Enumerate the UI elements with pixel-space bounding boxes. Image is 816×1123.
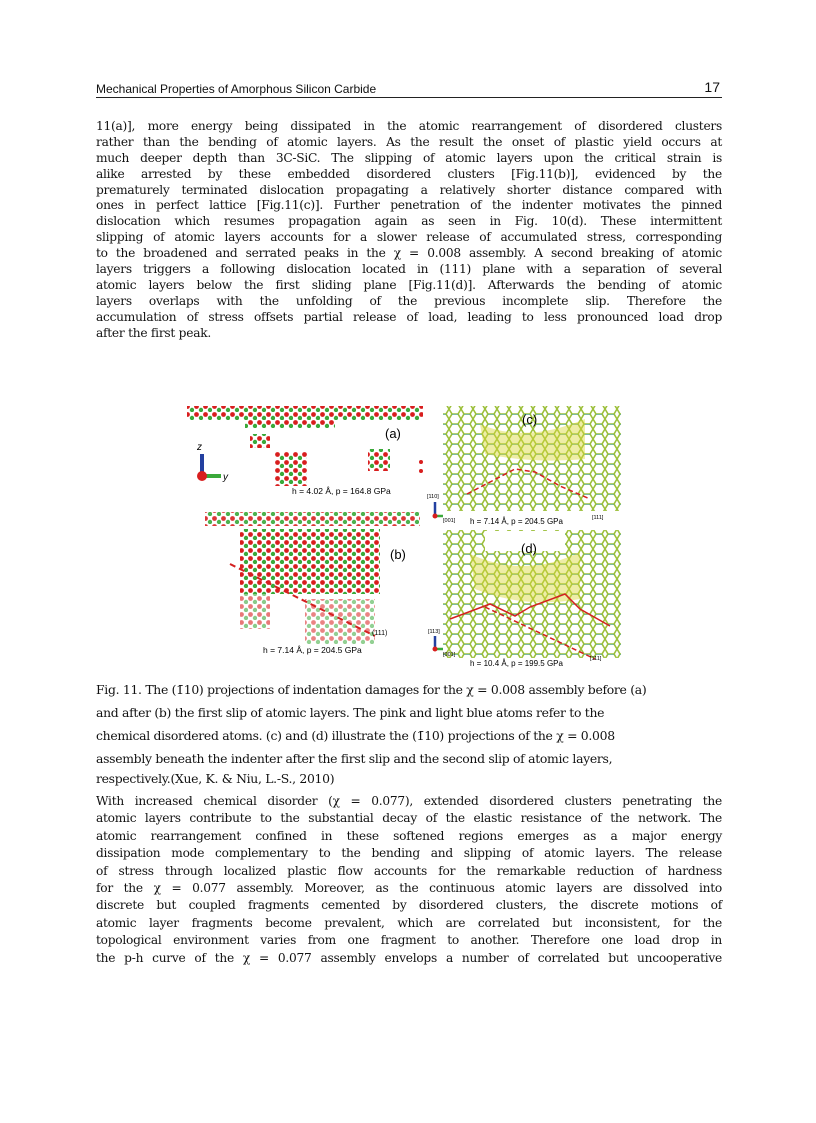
panel-b-plane: (111) bbox=[372, 630, 388, 637]
text-line: for the χ = 0.077 assembly. Moreover, as the continuous atomic layers are dissolved into bbox=[96, 880, 722, 895]
text-line: atomic layers contribute to the substantial decay of the elastic resistance of the network. The bbox=[96, 811, 722, 826]
text-line: dislocation which resumes propagation again as seen in Fig. 10(d). These intermittent bbox=[96, 214, 722, 229]
panel-a bbox=[187, 406, 423, 496]
axis-113-label: [113] bbox=[428, 629, 440, 635]
running-title: Mechanical Properties of Amorphous Silicon Carbide bbox=[96, 82, 377, 96]
text-line: atomic layers below the first sliding plane [Fig.11(d)]. Afterwards the bending of atomic bbox=[96, 277, 722, 292]
text-line: prematurely terminated dislocation propagating a relatively shorter distance compared with bbox=[96, 182, 722, 197]
text-line: alike arrested by these embedded disordered clusters [Fig.11(b)], evidenced by the bbox=[96, 166, 722, 181]
text-line: atomic rearrangement confined in these softened regions emerges as a major energy bbox=[96, 828, 722, 843]
axis-001-label: [001] bbox=[443, 518, 456, 524]
text-line: atomic layer fragments become prevalent, which are correlated but inconsistent, for the bbox=[96, 915, 722, 930]
text-line: Fig. 11. The (1̄10) projections of indentation damages for the χ = 0.008 assembly before (a) bbox=[96, 682, 647, 697]
panel-a-label: (a) bbox=[385, 426, 401, 441]
panel-c bbox=[427, 406, 621, 526]
atom-cluster bbox=[250, 434, 270, 448]
panel-b-label: (b) bbox=[390, 547, 406, 562]
figure-11 bbox=[185, 404, 625, 670]
text-line: to the broadened and serrated peaks in the χ = 0.008 assembly. A second breaking of atomic bbox=[96, 246, 722, 261]
text-line: chemical disordered atoms. (c) and (d) illustrate the (1̄10) projections of the χ = 0.008 bbox=[96, 728, 615, 743]
panel-c-label: (c) bbox=[522, 412, 538, 427]
axis-001-label: [001] bbox=[443, 652, 456, 658]
panel-a-caption: h = 4.02 Å, p = 164.8 GPa bbox=[292, 486, 391, 496]
atom-layer bbox=[187, 406, 423, 420]
atom-cluster bbox=[368, 449, 390, 471]
panel-b-caption: h = 7.14 Å, p = 204.5 GPa bbox=[263, 645, 362, 655]
text-line: dissipation mode complementary to the bending and slipping of atomic layers. The release bbox=[96, 846, 722, 861]
page-number: 17 bbox=[704, 79, 720, 95]
text-line: With increased chemical disorder (χ = 0.077), extended disordered clusters penetrating the bbox=[96, 794, 722, 808]
paragraph-2 bbox=[96, 793, 722, 967]
panel-d-plane: [111] bbox=[590, 656, 602, 662]
text-line: and after (b) the first slip of atomic layers. The pink and light blue atoms refer to the bbox=[96, 705, 605, 720]
atom-cluster bbox=[275, 452, 307, 486]
panel-c-caption: h = 7.14 Å, p = 204.5 GPa bbox=[470, 517, 563, 526]
axis-y-label: y bbox=[223, 472, 228, 483]
text-line: ones in perfect lattice [Fig.11(c)]. Further penetration of the indenter motivates the pinned bbox=[96, 198, 722, 213]
atom-layer bbox=[205, 512, 420, 526]
text-line: layers triggers a following dislocation located in (111) plane with a separation of several bbox=[96, 262, 722, 277]
panel-c-plane: [111] bbox=[592, 515, 604, 521]
text-line: rather than the bending of atomic layers. As the result the onset of plastic yield occurs at bbox=[96, 134, 722, 149]
panel-d-label: (d) bbox=[521, 541, 537, 556]
figure-caption bbox=[96, 678, 646, 788]
text-line: the p-h curve of the χ = 0.077 assembly envelops a number of correlated but uncooperative bbox=[96, 950, 722, 965]
text-line: of stress through localized plastic flow accounts for the remarkable reduction of hardness bbox=[96, 863, 722, 878]
text-line: slipping of atomic layers accounts for a slower release of accumulated stress, corresponding bbox=[96, 230, 722, 245]
atom-cluster bbox=[240, 529, 380, 594]
panel-d bbox=[428, 530, 621, 668]
panel-d-caption: h = 10.4 Å, p = 199.5 GPa bbox=[470, 659, 563, 668]
text-line: accumulation of stress offsets partial release of load, leading to less pronounced load drop bbox=[96, 309, 722, 324]
text-line: much deeper depth than 3C-SiC. The slipping of atomic layers upon the critical strain is bbox=[96, 150, 722, 165]
text-line: after the first peak. bbox=[96, 325, 211, 340]
text-line: layers overlaps with the unfolding of the previous incomplete slip. Therefore the bbox=[96, 293, 722, 308]
paragraph-1 bbox=[96, 119, 722, 341]
text-line: topological environment varies from one fragment to another. Therefore one load drop in bbox=[96, 933, 722, 948]
text-line: 11(a)], more energy being dissipated in the atomic rearrangement of disordered clusters bbox=[96, 119, 722, 133]
text-line: assembly beneath the indenter after the first slip and the second slip of atomic layers, bbox=[96, 751, 613, 766]
atom-cluster bbox=[245, 418, 335, 428]
text-line: discrete but coupled fragments cemented by disordered clusters, the discrete motions of bbox=[96, 898, 722, 913]
axis-z-label: z bbox=[197, 442, 202, 453]
panel-b bbox=[205, 512, 420, 655]
text-line: respectively.(Xue, K. & Niu, L.-S., 2010) bbox=[96, 771, 335, 786]
running-header bbox=[96, 79, 722, 98]
axis-110-label: [110] bbox=[427, 494, 439, 500]
